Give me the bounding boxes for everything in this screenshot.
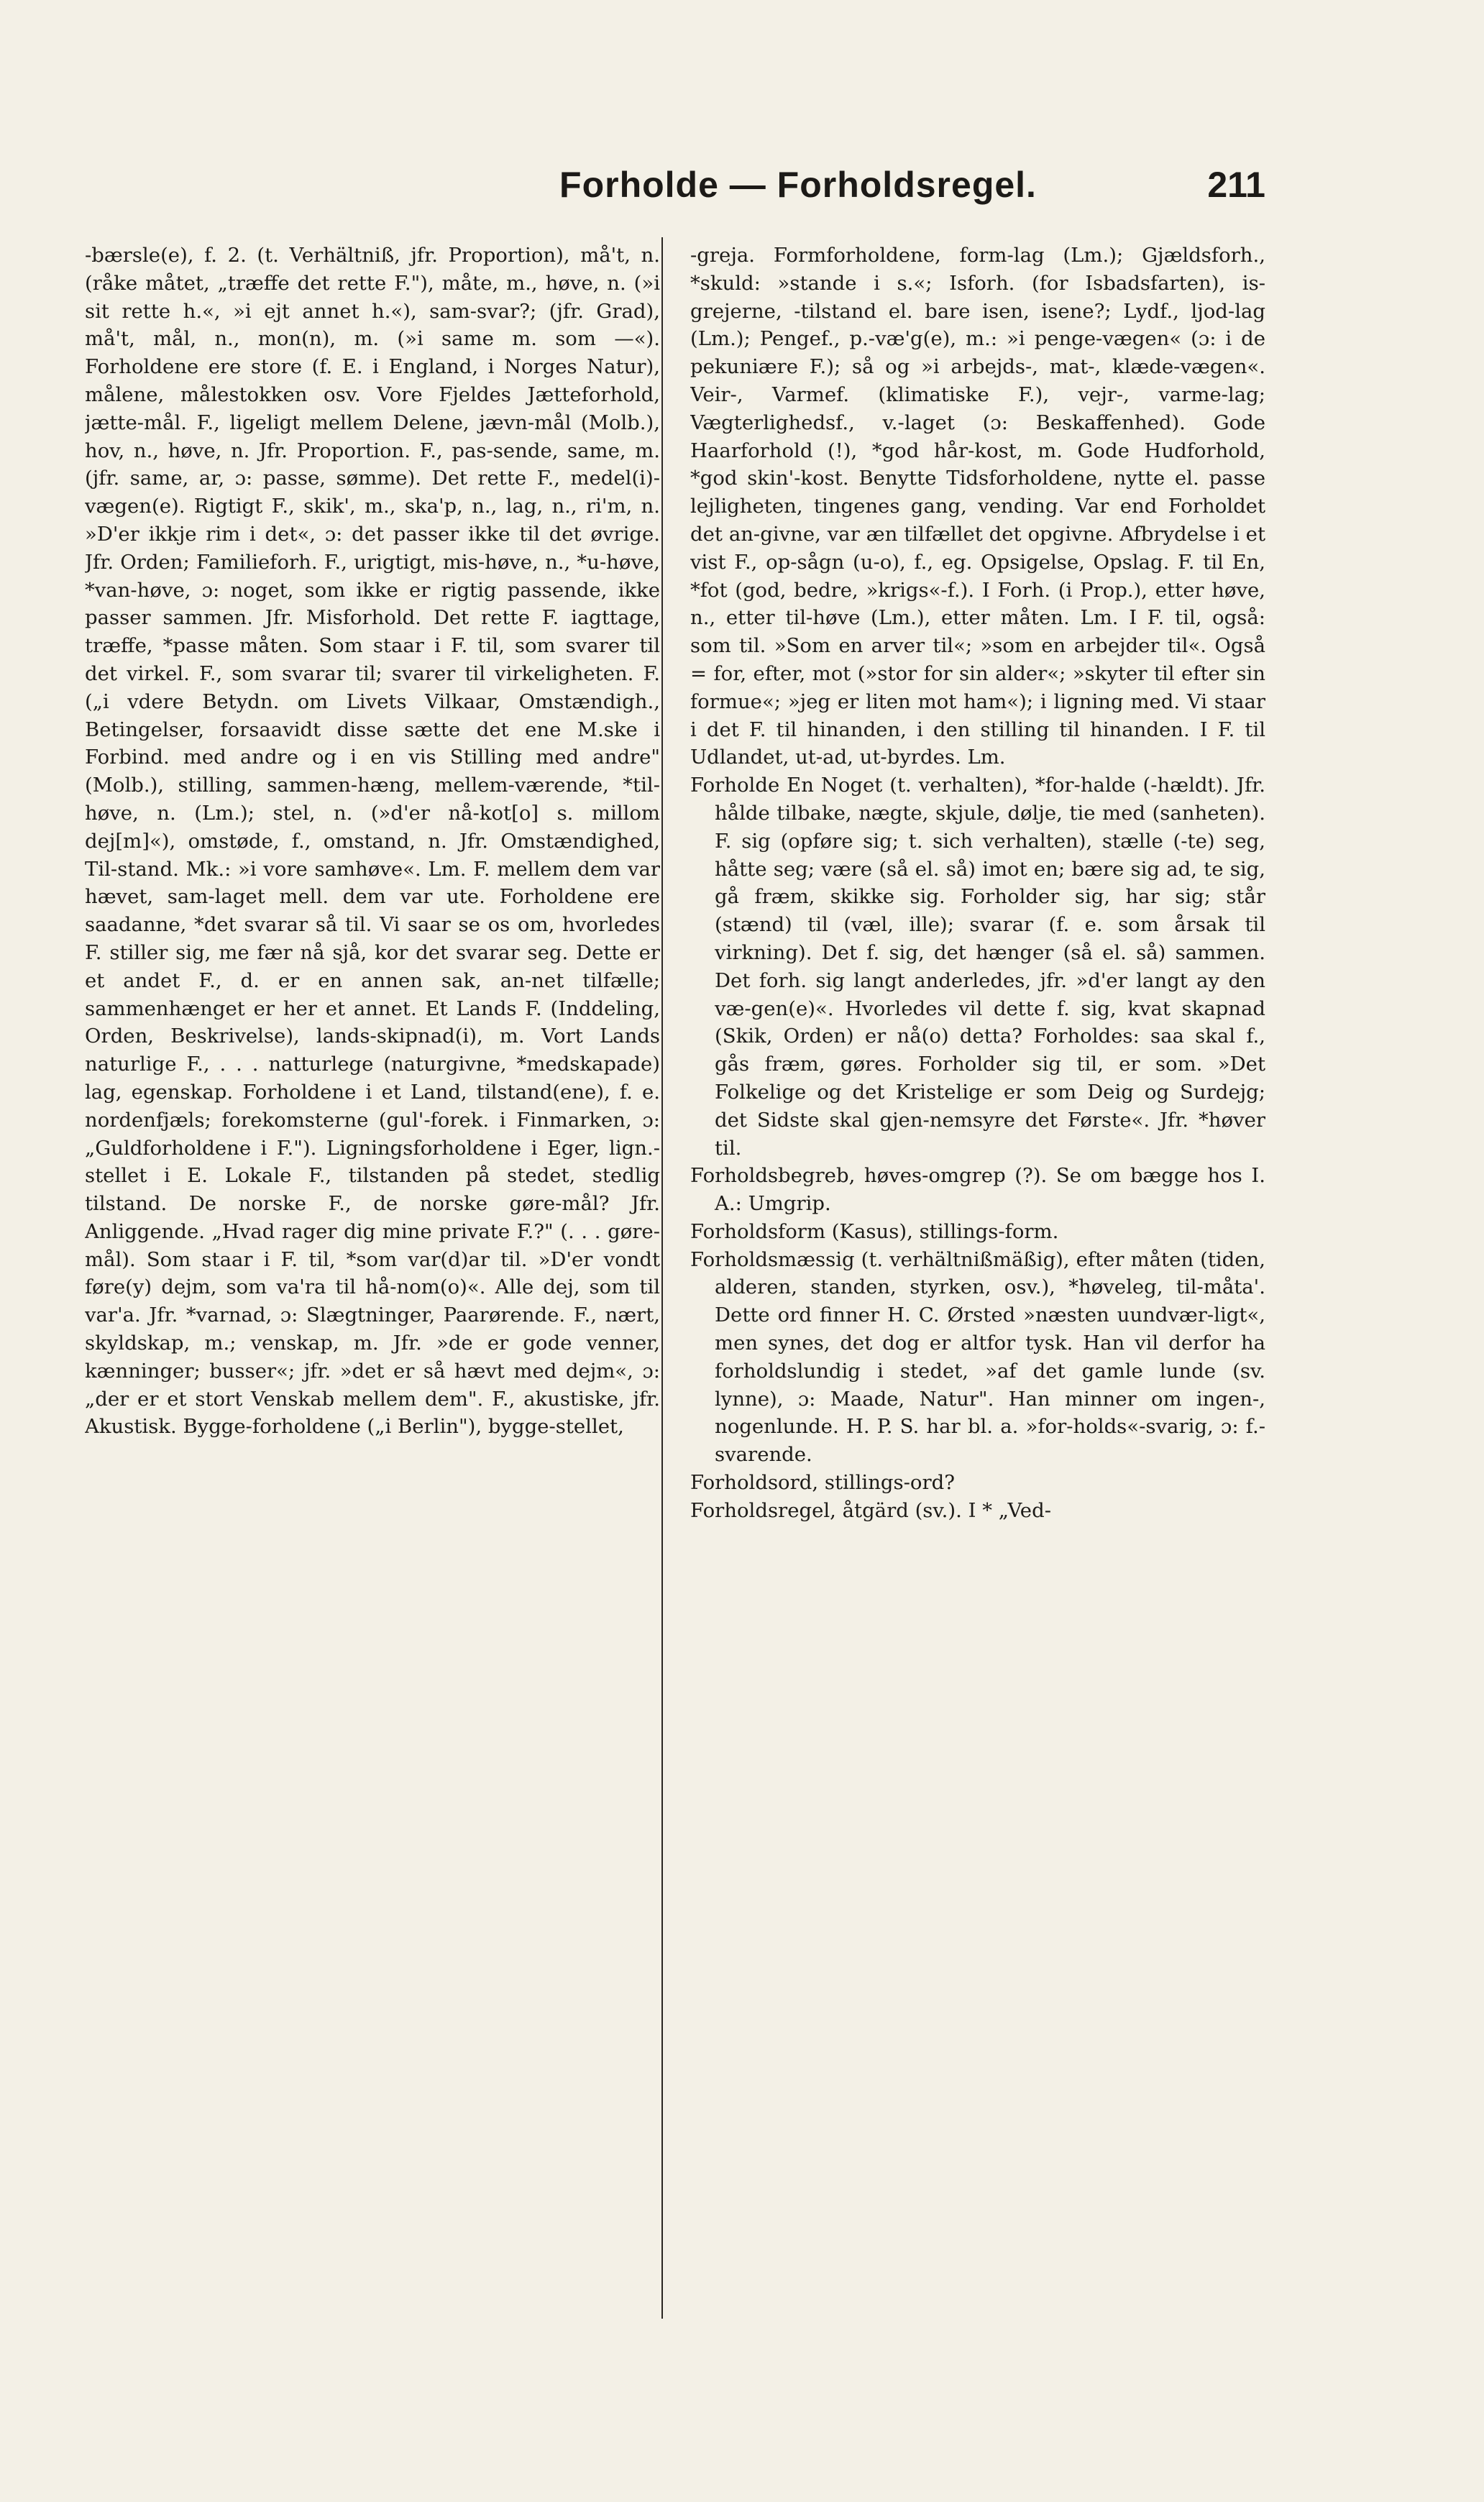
entry-forholdsmaessig: Forholdsmæssig (t. verhältnißmäßig), efter måten (tiden, alderen, standen, styrken, osv.), *høveleg, til-måta'. Dette ord finner H. C. Ørsted »næsten uundvær-ligt«, men synes, det dog er altfor tysk. Han vil derfor ha forholdslundig i stedet, »af det gamle lunde (sv. lynne), ɔ: Maade, Natur". Han minner om ingen-, nogenlunde. H. P. S. har bl. a. »for-holds«-svarig, ɔ: f.-svarende. [690, 1247, 1265, 1467]
column-divider [661, 237, 663, 2319]
left-column [85, 242, 660, 2434]
entry-forholdsord: Forholdsord, stillings-ord? [690, 1471, 955, 1495]
entry-forholdsform: Forholdsform (Kasus), stillings-form. [690, 1219, 1059, 1243]
entry-forholdsbegreb: Forholdsbegreb, høves-omgrep (?). Se om bægge hos I. A.: Umgrip. [690, 1164, 1265, 1216]
entry-forholde: Forholde En Noget (t. verhalten), *for-halde (-hældt). Jfr. hålde tilbake, nægte, skjule, dølje, tie med (sanheten). F. sig (opføre sig; t. sich verhalten), stælle (-te) seg, håtte seg; være (så el. så) imot en; bære sig ad, te sig, gå fræm, skikke sig. Forholder sig, har sig; står (stænd) til (væl, ille); svarar (f. e. som årsak til virkning). Det f. sig, det hænger (så el. så) sammen. Det forh. sig langt anderledes, jfr. »d'er langt ay den væ-gen(e)«. Hvorledes vil dette f. sig, kvat skapnad (Skik, Orden) er nå(o) detta? Forholdes: saa skal f., gås fræm, gøres. Forholder sig til, er som. »Det Folkelige og det Kristelige er som Deig og Surdejg; det Sidste skal gjen-nemsyre det Første«. Jfr. *høver til. [690, 774, 1265, 1160]
right-column [690, 242, 1265, 2434]
entry-paragraph: -bærsle(e), f. 2. (t. Verhältniß, jfr. Proportion), må't, n. (råke måtet, „træffe det rette F."), måte, m., høve, n. (»i sit rette h.«, »i ejt annet h.«), sam-svar?; (jfr. Grad), må't, mål, n., mon(n), m. (»i same m. som —«). Forholdene ere store (f. E. i England, i Norges Natur), målene, målestokken osv. Vore Fjeldes Jætteforhold, jætte-mål. F., ligeligt mellem Delene, jævn-mål (Molb.), hov, n., høve, n. Jfr. Proportion. F., pas-sende, same, m. (jfr. same, ar, ɔ: passe, sømme). Det rette F., medel(i)-vægen(e). Rigtigt F., skik', m., ska'p, n., lag, n., ri'm, n. »D'er ikkje rim i det«, ɔ: det passer ikke til det øvrige. Jfr. Orden; Familieforh. F., urigtigt, mis-høve, n., *u-høve, *van-høve, ɔ: noget, som ikke er rigtig passende, ikke passer sammen. Jfr. Misforhold. Det rette F. iagttage, træffe, *passe måten. Som staar i F. til, som svarer til det virkel. F., som svarar til; svarer til virkeligheten. F. („i vdere Betydn. om Livets Vilkaar, Omstændigh., Betingelser, forsaavidt disse sætte det ene M.ske i Forbind. med andre og i en vis Stilling med andre" (Molb.), stilling, sammen-hæng, mellem-værende, *til-høve, n. (Lm.); stel, n. (»d'er nå-kot[o] s. millom dej[m]«), omstøde, f., omstand, n. Jfr. Omstændighed, Til-stand. Mk.: »i vore samhøve«. Lm. F. mellem dem var hævet, sam-laget mell. dem var ute. Forholdene ere saadanne, *det svarar så til. Vi saar se os om, hvorledes F. stiller sig, me fær nå sjå, kor det svarar seg. Dette er et andet F., d. er en annen sak, an-net tilfælle; sammenhænget er her et annet. Et Lands F. (Inddeling, Orden, Beskrivelse), lands-skipnad(i), m. Vort Lands naturlige F., . . . natturlege (naturgivne, *medskapade) lag, egenskap. Forholdene i et Land, tilstand(ene), f. e. nordenfjæls; forekomsterne (gul'-forek. i Finmarken, ɔ: „Guldforholdene i F."). Ligningsforholdene i Eger, lign.-stellet i E. Lokale F., tilstanden på stedet, stedlig tilstand. De norske F., de norske gøre-mål? Jfr. Anliggende. „Hvad rager dig mine private F.?" (. . . gøre-mål). Som staar i F. til, *som var(d)ar til. »D'er vondt føre(y) dejm, som va'ra til hå-nom(o)«. Alle dej, som til var'a. Jfr. *varnad, ɔ: Slægtninger, Paarørende. F., nært, skyldskap, m.; venskap, m. Jfr. »de er gode venner, kænninger; busser«; jfr. »det er så hævt med dejm«, ɔ: „der er et stort Venskab mellem dem". F., akustiske, jfr. Akustisk. Bygge-forholdene („i Berlin"), bygge-stellet, [85, 244, 660, 1439]
entry-paragraph: -greja. Formforholdene, form-lag (Lm.); Gjældsforh., *skuld: »stande i s.«; Isforh. (for Isbadsfarten), is-grejerne, -tilstand el. bare isen, isene?; Lydf., ljod-lag (Lm.); Pengef., p.-væ'g(e), m.: »i penge-vægen« (ɔ: i de pekuniære F.); så og »i arbejds-, mat-, klæde-vægen«. Veir-, Varmef. (klimatiske F.), vejr-, varme-lag; Vægterlighedsf., v.-laget (ɔ: Beskaffenhed). Gode Haarforhold (!), *god hår-kost, m. Gode Hudforhold, *god skin'-kost. Benytte Tidsforholdene, nytte el. passe lejligheten, tingenes gang, vending. Var end Forholdet det an-givne, var æn tilfællet det opgivne. Afbrydelse i et vist F., op-sågn (u-o), f., eg. Opsigelse, Opslag. F. til En, *fot (god, bedre, »krigs«-f.). I Forh. (i Prop.), etter høve, n., etter til-høve (Lm.), etter måten. Lm. I F. til, også: som til. »Som en arver til«; »som en arbejder til«. Også = for, efter, mot (»stor for sin alder«; »skyter til efter sin formue«; »jeg er liten mot ham«); i ligning med. Vi staar i det F. til hinanden, i den stilling til hinanden. I F. til Udlandet, ut-ad, ut-byrdes. Lm. [690, 244, 1265, 769]
page-number: 211 [1207, 165, 1265, 205]
entry-forholdsregel: Forholdsregel, åtgärd (sv.). I * „Ved- [690, 1498, 1051, 1522]
running-head: Forholde — Forholdsregel. [559, 165, 1037, 205]
page-header [403, 164, 1265, 221]
